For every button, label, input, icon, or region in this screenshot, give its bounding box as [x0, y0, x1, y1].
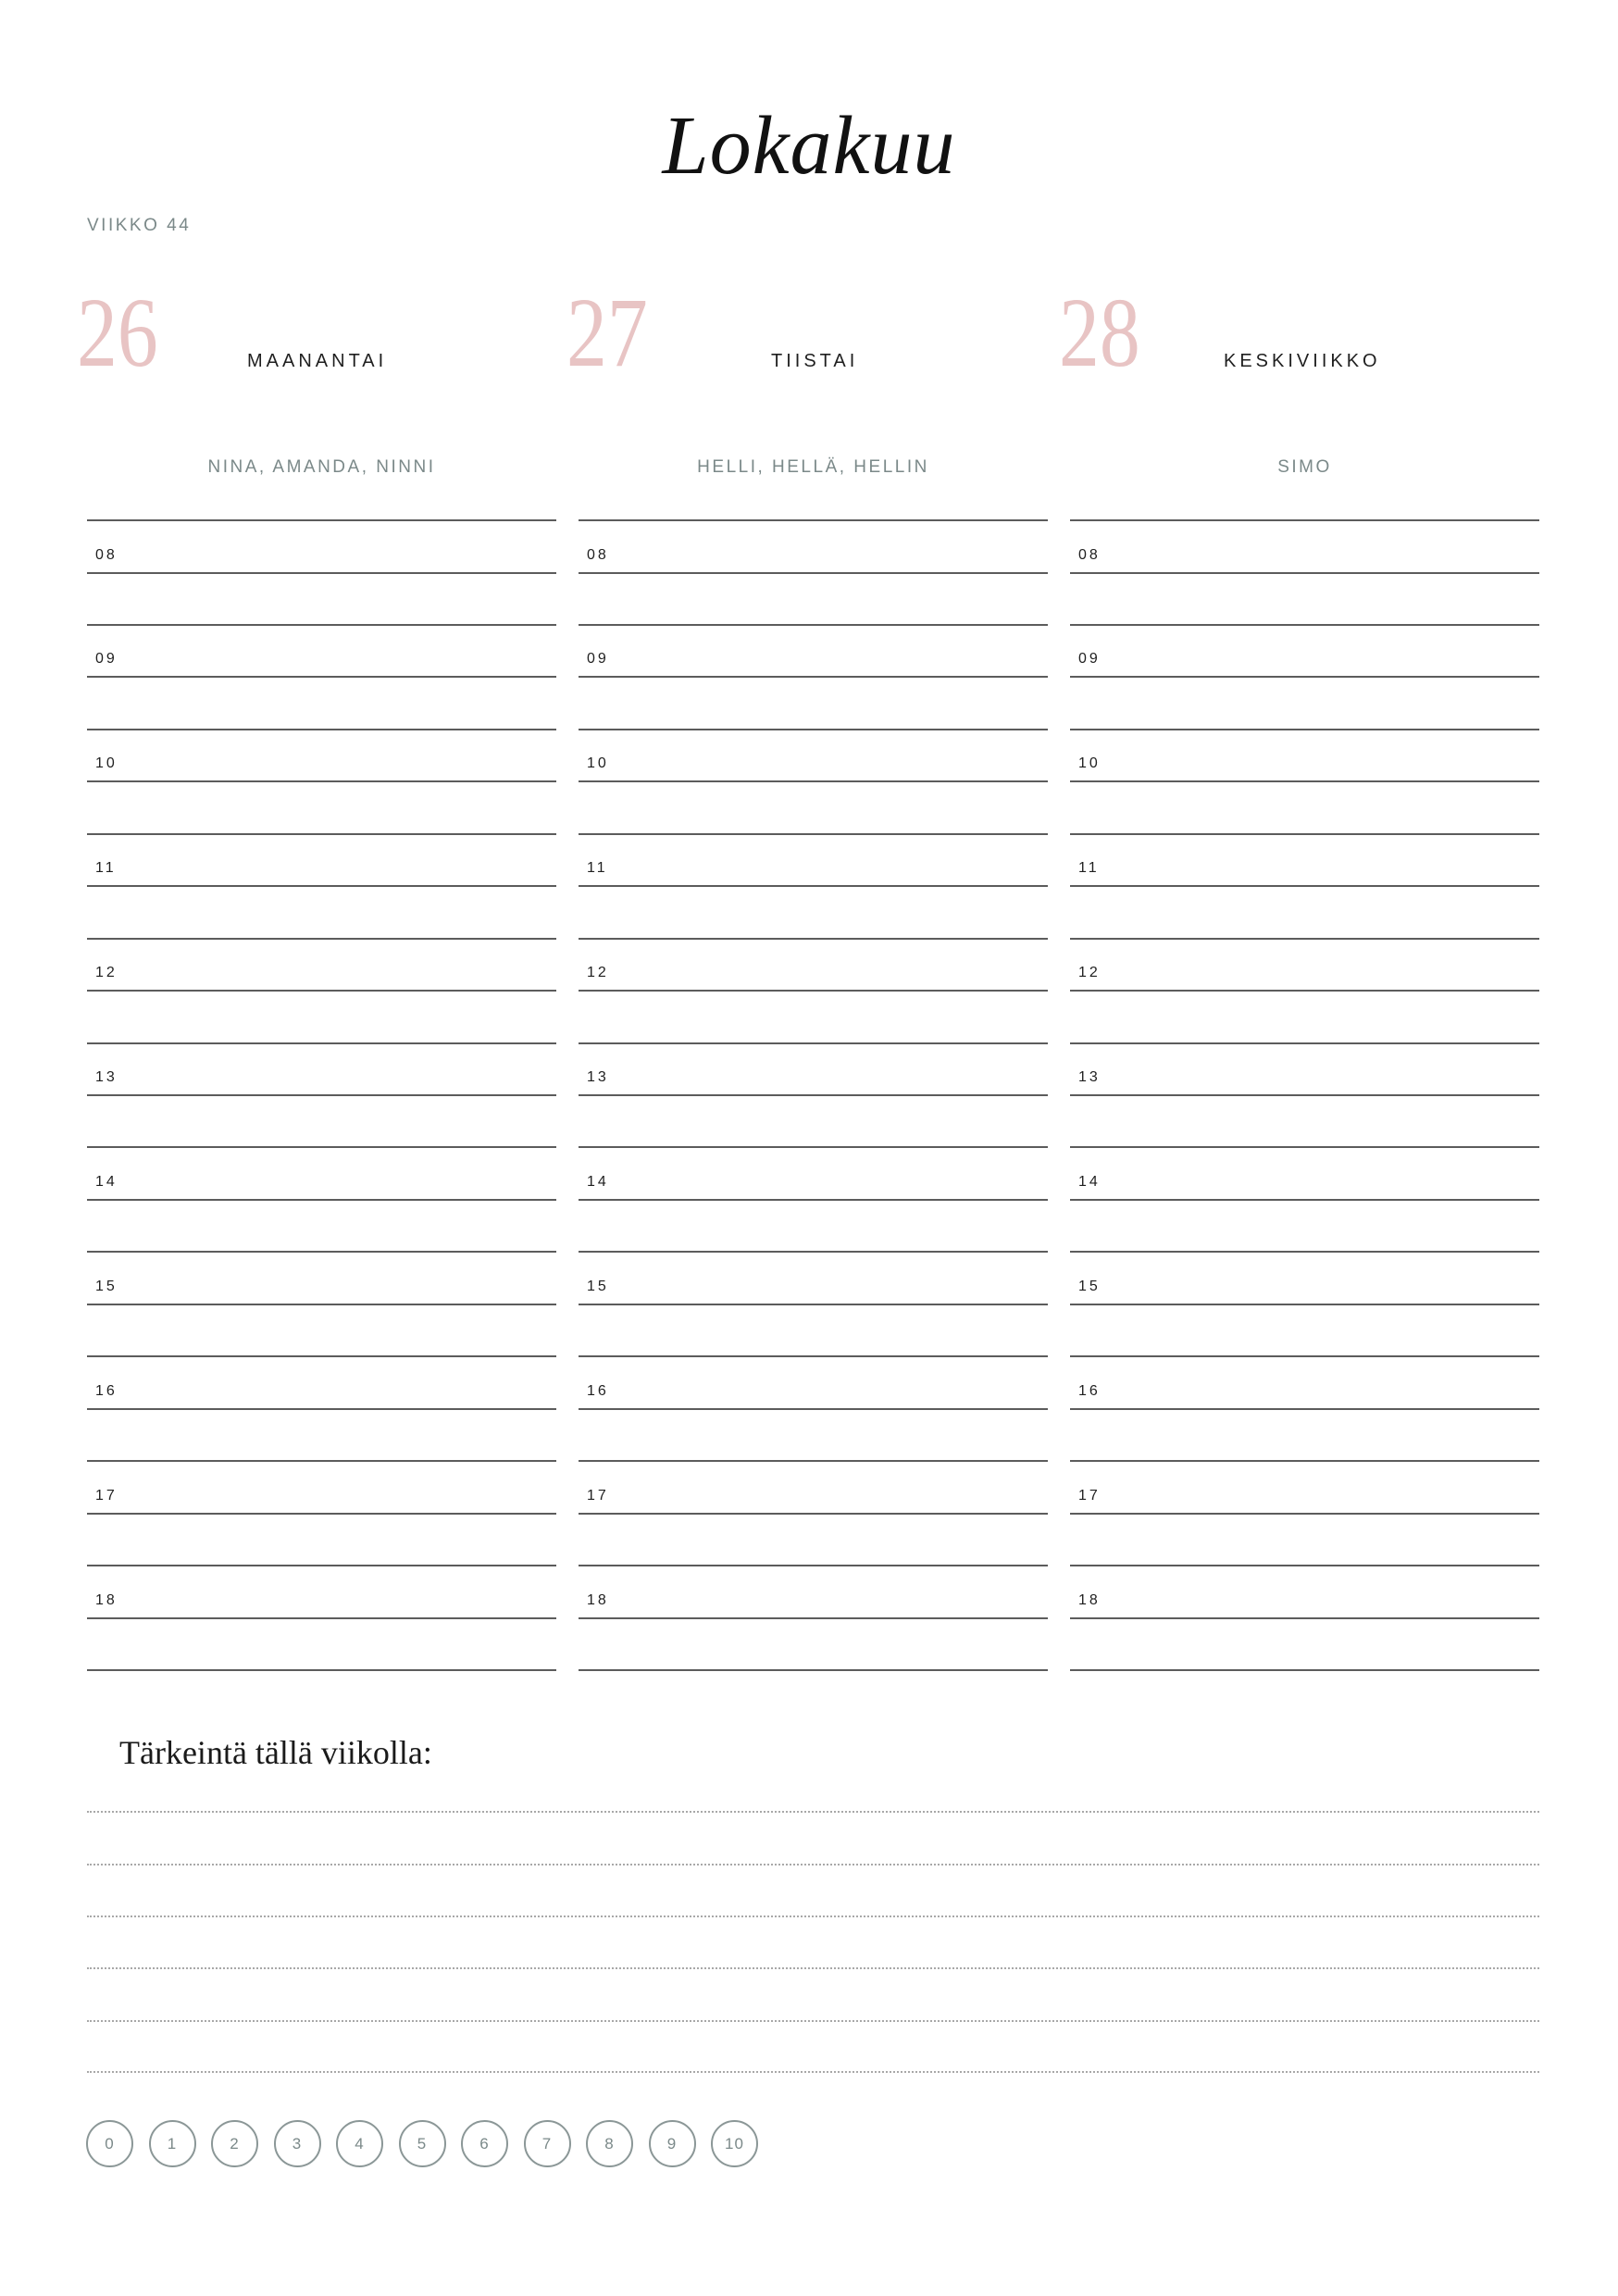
hour-label: 11 — [95, 860, 117, 877]
hour-label: 16 — [587, 1382, 609, 1399]
time-slot-line — [1070, 1199, 1539, 1201]
time-slot-line — [1070, 1251, 1539, 1253]
rating-circle: 4 — [336, 2120, 383, 2167]
time-slot-line — [1070, 1617, 1539, 1619]
time-slot-line — [87, 990, 556, 992]
hour-label: 17 — [587, 1487, 609, 1504]
hour-label: 15 — [1078, 1278, 1101, 1294]
time-slot-line — [87, 1146, 556, 1148]
time-slot-line — [87, 1460, 556, 1462]
time-slot-line — [87, 1094, 556, 1096]
time-slot-line — [87, 833, 556, 835]
weekday-label-wednesday: KESKIVIIKKO — [1224, 351, 1381, 371]
time-slot-line — [1070, 1042, 1539, 1044]
rating-circle: 7 — [524, 2120, 571, 2167]
time-slot-line — [579, 833, 1048, 835]
time-slot-line — [579, 572, 1048, 574]
name-day-wednesday: SIMO — [1277, 457, 1332, 477]
time-slot-line — [1070, 1355, 1539, 1357]
time-slot-line — [1070, 1146, 1539, 1148]
time-slot-line — [1070, 833, 1539, 835]
time-slot-line — [579, 1199, 1048, 1201]
hour-label: 13 — [587, 1069, 609, 1085]
rating-circle: 5 — [399, 2120, 446, 2167]
time-slot-line — [87, 624, 556, 626]
time-slot-line — [1070, 990, 1539, 992]
hour-label: 14 — [587, 1173, 609, 1190]
time-slot-line — [579, 1408, 1048, 1410]
time-slot-line — [87, 1565, 556, 1566]
rating-scale — [86, 2120, 790, 2168]
hour-label: 09 — [95, 651, 118, 668]
hour-label: 11 — [1078, 860, 1100, 877]
time-slot-line — [579, 1565, 1048, 1566]
schedule-column-1 — [87, 519, 556, 1677]
time-slot-line — [87, 729, 556, 730]
time-slot-line — [87, 1355, 556, 1357]
time-slot-line — [579, 519, 1048, 521]
time-slot-line — [1070, 676, 1539, 678]
notes-line — [87, 2020, 1539, 2022]
time-slot-line — [579, 990, 1048, 992]
notes-line — [87, 2071, 1539, 2073]
time-slot-line — [87, 1042, 556, 1044]
schedule-column-2 — [579, 519, 1048, 1677]
hour-label: 12 — [1078, 965, 1101, 981]
time-slot-line — [87, 1513, 556, 1515]
hour-label: 10 — [587, 755, 609, 772]
week-number-label: VIIKKO 44 — [87, 216, 192, 235]
notes-line — [87, 1864, 1539, 1866]
time-slot-line — [1070, 519, 1539, 521]
hour-label: 11 — [587, 860, 608, 877]
time-slot-line — [1070, 729, 1539, 730]
time-slot-line — [87, 1199, 556, 1201]
time-slot-line — [579, 885, 1048, 887]
rating-circle: 1 — [149, 2120, 196, 2167]
time-slot-line — [87, 1617, 556, 1619]
time-slot-line — [87, 1408, 556, 1410]
date-number-tuesday: 27 — [566, 279, 648, 388]
hour-label: 10 — [95, 755, 118, 772]
time-slot-line — [87, 780, 556, 782]
time-slot-line — [1070, 624, 1539, 626]
time-slot-line — [579, 1669, 1048, 1671]
notes-line — [87, 1915, 1539, 1917]
hour-label: 12 — [587, 965, 609, 981]
time-slot-line — [1070, 1565, 1539, 1566]
time-slot-line — [579, 1513, 1048, 1515]
time-slot-line — [579, 938, 1048, 940]
weekday-label-tuesday: TIISTAI — [771, 351, 859, 371]
date-number-monday: 26 — [77, 279, 158, 388]
rating-circle: 9 — [649, 2120, 696, 2167]
name-day-monday: NINA, AMANDA, NINNI — [207, 457, 436, 477]
hour-label: 10 — [1078, 755, 1101, 772]
notes-heading: Tärkeintä tällä viikolla: — [119, 1734, 432, 1771]
hour-label: 16 — [95, 1382, 118, 1399]
hour-label: 08 — [95, 546, 118, 563]
time-slot-line — [579, 1251, 1048, 1253]
hour-label: 13 — [1078, 1069, 1101, 1085]
hour-label: 14 — [1078, 1173, 1101, 1190]
notes-line — [87, 1811, 1539, 1813]
rating-circle: 2 — [211, 2120, 258, 2167]
hour-label: 09 — [587, 651, 609, 668]
time-slot-line — [579, 1355, 1048, 1357]
time-slot-line — [87, 1669, 556, 1671]
time-slot-line — [87, 1251, 556, 1253]
time-slot-line — [579, 1042, 1048, 1044]
time-slot-line — [579, 1460, 1048, 1462]
time-slot-line — [1070, 1513, 1539, 1515]
schedule-column-3 — [1070, 519, 1539, 1677]
hour-label: 14 — [95, 1173, 118, 1190]
time-slot-line — [1070, 572, 1539, 574]
hour-label: 17 — [1078, 1487, 1101, 1504]
name-day-tuesday: HELLI, HELLÄ, HELLIN — [697, 457, 929, 477]
rating-circle: 3 — [274, 2120, 321, 2167]
time-slot-line — [579, 1094, 1048, 1096]
time-slot-line — [579, 780, 1048, 782]
time-slot-line — [87, 572, 556, 574]
rating-circle: 8 — [586, 2120, 633, 2167]
time-slot-line — [579, 1617, 1048, 1619]
date-number-wednesday: 28 — [1059, 279, 1140, 388]
time-slot-line — [1070, 1669, 1539, 1671]
rating-circle: 10 — [711, 2120, 758, 2167]
hour-label: 13 — [95, 1069, 118, 1085]
rating-circle: 6 — [461, 2120, 508, 2167]
time-slot-line — [1070, 885, 1539, 887]
hour-label: 17 — [95, 1487, 118, 1504]
hour-label: 18 — [95, 1591, 118, 1608]
time-slot-line — [87, 938, 556, 940]
time-slot-line — [1070, 1408, 1539, 1410]
hour-label: 15 — [95, 1278, 118, 1294]
time-slot-line — [579, 624, 1048, 626]
month-title: Lokakuu — [662, 100, 956, 192]
time-slot-line — [1070, 938, 1539, 940]
hour-label: 12 — [95, 965, 118, 981]
time-slot-line — [87, 1304, 556, 1305]
hour-label: 08 — [1078, 546, 1101, 563]
time-slot-line — [87, 885, 556, 887]
rating-circle: 0 — [86, 2120, 133, 2167]
hour-label: 08 — [587, 546, 609, 563]
time-slot-line — [87, 676, 556, 678]
hour-label: 18 — [1078, 1591, 1101, 1608]
time-slot-line — [579, 729, 1048, 730]
time-slot-line — [1070, 1094, 1539, 1096]
hour-label: 18 — [587, 1591, 609, 1608]
notes-line — [87, 1967, 1539, 1969]
time-slot-line — [87, 519, 556, 521]
weekday-label-monday: MAANANTAI — [247, 351, 388, 371]
time-slot-line — [579, 1146, 1048, 1148]
time-slot-line — [1070, 1460, 1539, 1462]
hour-label: 15 — [587, 1278, 609, 1294]
time-slot-line — [579, 676, 1048, 678]
hour-label: 16 — [1078, 1382, 1101, 1399]
hour-label: 09 — [1078, 651, 1101, 668]
time-slot-line — [579, 1304, 1048, 1305]
time-slot-line — [1070, 1304, 1539, 1305]
time-slot-line — [1070, 780, 1539, 782]
